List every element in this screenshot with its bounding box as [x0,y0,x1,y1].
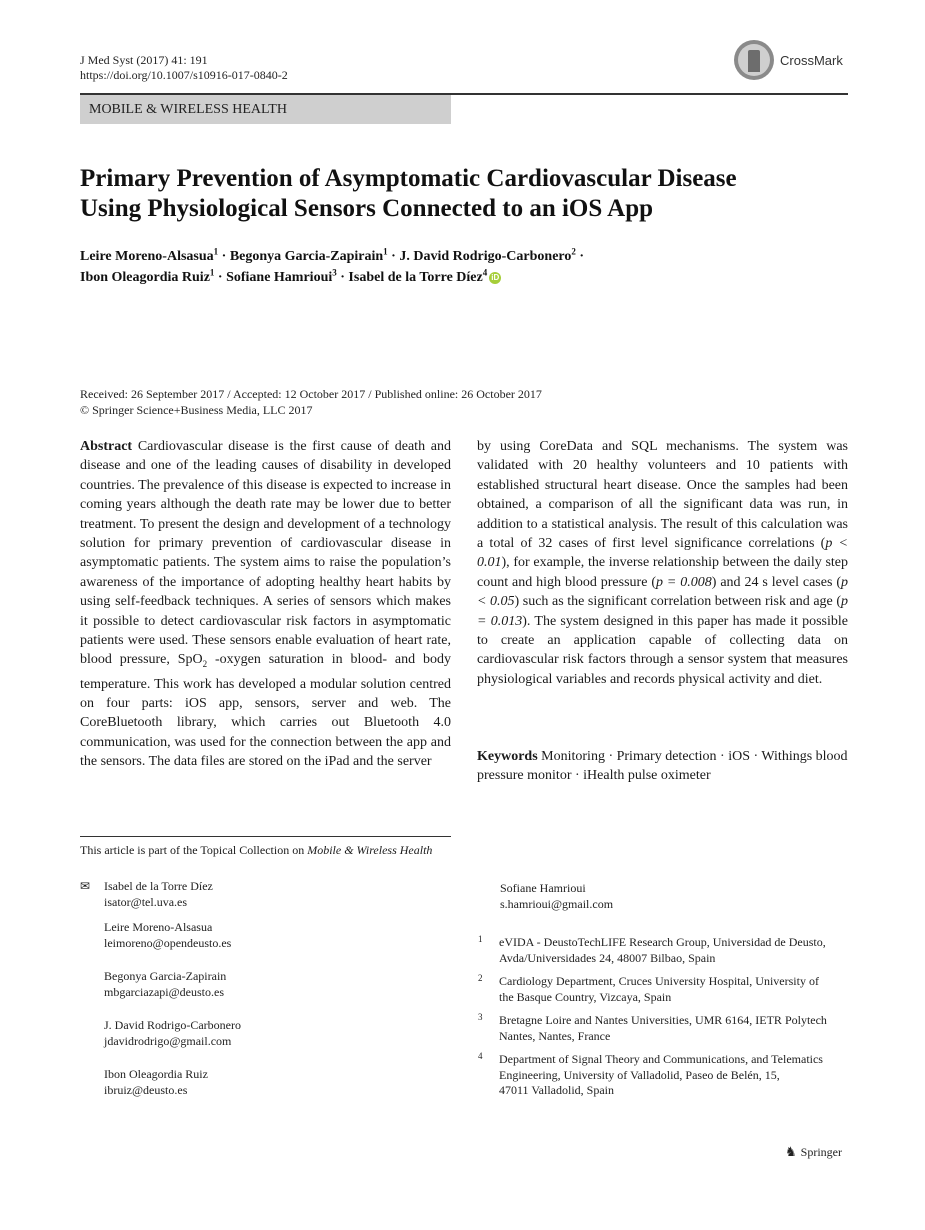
affiliation-number: 3 [478,1012,483,1022]
contact-entry [104,879,213,910]
crossmark-label: CrossMark [780,52,843,68]
affiliation [499,1052,823,1099]
topical-prefix: This article is part of the Topical Collection on [80,843,308,857]
author-name[interactable]: Sofiane Hamrioui [226,270,333,285]
affiliation-line: Nantes, Nantes, France [499,1028,611,1043]
affiliation-number: 4 [478,1051,483,1061]
springer-logo [785,1144,842,1160]
keywords [477,747,848,786]
contact-email[interactable]: leimoreno@opendeusto.es [104,935,232,950]
author-aff: 1 [213,246,219,257]
springer-horse-icon: ♞ [785,1144,797,1159]
contact-entry [104,920,231,951]
abstract-text: ) and 24 s level cases ( [711,574,841,590]
abstract-text-continued: -oxygen saturation in blood- and body temperature. This work has developed a modular solution centred on four parts: iOS app, sensors, server and web. The CoreBluetooth library, which carries out Bluetooth 4.0 communication, was used for the connection between the app and the sensors. The data files are stored on the iPad and the server [80,652,451,770]
affiliation-line: Cardiology Department, Cruces University Hospital, University of [499,974,819,988]
p-value: p = 0.008 [655,574,712,590]
journal-citation: J Med Syst (2017) 41: 191 [80,53,208,67]
contact-name: Begonya Garcia-Zapirain [104,969,227,983]
contact-email[interactable]: jdavidrodrigo@gmail.com [104,1033,232,1048]
abstract-text: ). The system designed in this paper has made it possible to create an application capable of collecting data on cardiovascular risk factors through a sensor system that measures physiological variables and records physical activity and diet. [477,613,849,687]
affiliation-line: Avda/Universidades 24, 48007 Bilbao, Spain [499,950,716,965]
contact-name: Leire Moreno-Alsasua [104,920,213,934]
contact-name: Sofiane Hamrioui [500,881,586,895]
crossmark-badge[interactable] [734,38,844,82]
affiliation [499,935,826,966]
contact-email[interactable]: mbgarciazapi@deusto.es [104,984,225,999]
affiliation-line: Department of Signal Theory and Communications, and Telematics [499,1052,823,1066]
contact-name: J. David Rodrigo-Carbonero [104,1018,241,1032]
title-line-1: Primary Prevention of Asymptomatic Cardiovascular Disease [80,165,737,192]
orcid-icon[interactable]: iD [491,272,500,282]
contact-entry [104,1018,241,1049]
keywords-heading: Keywords [477,749,538,764]
topical-collection-note [80,842,460,858]
crossmark-icon [734,40,774,80]
publisher-name: Springer [800,1144,842,1159]
p-value: p = 0.013 [477,594,848,629]
article-title [80,164,860,224]
contact-email[interactable]: ibruiz@deusto.es [104,1082,188,1097]
contact-email[interactable]: isator@tel.uva.es [104,894,188,909]
copyright-line: © Springer Science+Business Media, LLC 2017 [80,403,313,417]
affiliation-number: 2 [478,973,483,983]
publication-dates [80,386,860,418]
author-aff: 2 [571,246,576,257]
abstract-right-column [477,437,848,689]
topical-collection-name[interactable]: Mobile & Wireless Health [307,843,433,857]
author-aff: 1 [383,246,388,257]
keywords-text: Monitoring · Primary detection · iOS · Withings blood pressure monitor · iHealth pulse oximeter [477,749,848,784]
affiliation-line: Bretagne Loire and Nantes Universities, UMR 6164, IETR Polytech [499,1013,827,1027]
abstract-text: Cardiovascular disease is the first cause of death and disease and one of the leading causes of disability in developed countries. The prevalence of this disease is expected to increase in coming years although the death rate may be lower due to better treatment. To present the design and development of a technology solution for primary prevention of cardiovascular disease in asymptomatic patients. The system aims to raise the population’s awareness of the importance of adopting healthy heart habits by using self-feedback techniques. A series of sensors which makes it possible to detect cardiovascular risk factors in asymptomatic patients were used. These sensors enable evaluation of heart rate, blood pressure, SpO [80,439,451,668]
abstract-text: ) such as the significant correlation between risk and age ( [514,594,841,610]
abstract-left-column [80,437,451,772]
contact-entry [500,881,613,912]
contact-name: Isabel de la Torre Díez [104,879,213,893]
doi-link[interactable]: https://doi.org/10.1007/s10916-017-0840-2 [80,68,288,82]
author-name[interactable]: Isabel de la Torre Díez [348,270,483,285]
affiliation [499,974,819,1005]
author-aff: 4 [482,267,488,278]
author-name[interactable]: J. David Rodrigo-Carbonero [399,249,572,264]
author-aff: 3 [332,267,337,278]
affiliation-number: 1 [478,934,483,944]
p-value: p < 0.05 [477,574,848,610]
section-label: MOBILE & WIRELESS HEALTH [80,95,451,124]
author-name[interactable]: Begonya Garcia-Zapirain [229,249,384,264]
author-aff: 1 [209,267,215,278]
affiliation [499,1013,827,1044]
dates-line: Received: 26 September 2017 / Accepted: 12 October 2017 / Published online: 26 October 2017 [80,387,542,401]
author-name[interactable]: Leire Moreno-Alsasua [80,249,214,264]
envelope-icon: ✉ [80,879,91,893]
footnote-rule [80,836,451,837]
contact-email[interactable]: s.hamrioui@gmail.com [500,896,614,911]
contact-name: Ibon Oleagordia Ruiz [104,1067,208,1081]
contact-entry [104,1067,208,1098]
affiliation-line: 47011 Valladolid, Spain [499,1083,614,1097]
abstract-text: ), for example, the inverse relationship between the daily step count and high blood pressure ( [477,555,848,590]
contact-entry [104,969,226,1000]
affiliation-line: eVIDA - DeustoTechLIFE Research Group, Universidad de Deusto, [499,935,826,949]
affiliation-line: Engineering, University of Valladolid, Paseo de Belén, 15, [499,1067,780,1082]
author-name[interactable]: Ibon Oleagordia Ruiz [80,270,210,285]
abstract-subscript: 2 [202,659,208,670]
p-value: p < 0.01 [477,536,848,571]
abstract-text: by using CoreData and SQL mechanisms. The system was validated with 20 healthy volunteers and 10 patients with established structural heart disease. Once the samples had been obtained, a comparison of all the significant data was run, in addition to a statistical analysis. The result of this calculation was a total of 32 cases of first level significance correlations ( [477,439,848,552]
title-line-2: Using Physiological Sensors Connected to an iOS App [80,195,654,222]
author-list: Leire Moreno-Alsasua$^1$ · Begonya Garcia-Zapirain$^1$ · J. David Rodrigo-Carbonero$^2$ · Ibon Oleagordia Ruiz$^1$ · Sofiane Hamrioui$^3$ · Isabel de la Torre Díez$^4$ iD [80,246,585,285]
abstract-heading: Abstract [80,439,133,454]
affiliation-line: the Basque Country, Vizcaya, Spain [499,989,672,1004]
